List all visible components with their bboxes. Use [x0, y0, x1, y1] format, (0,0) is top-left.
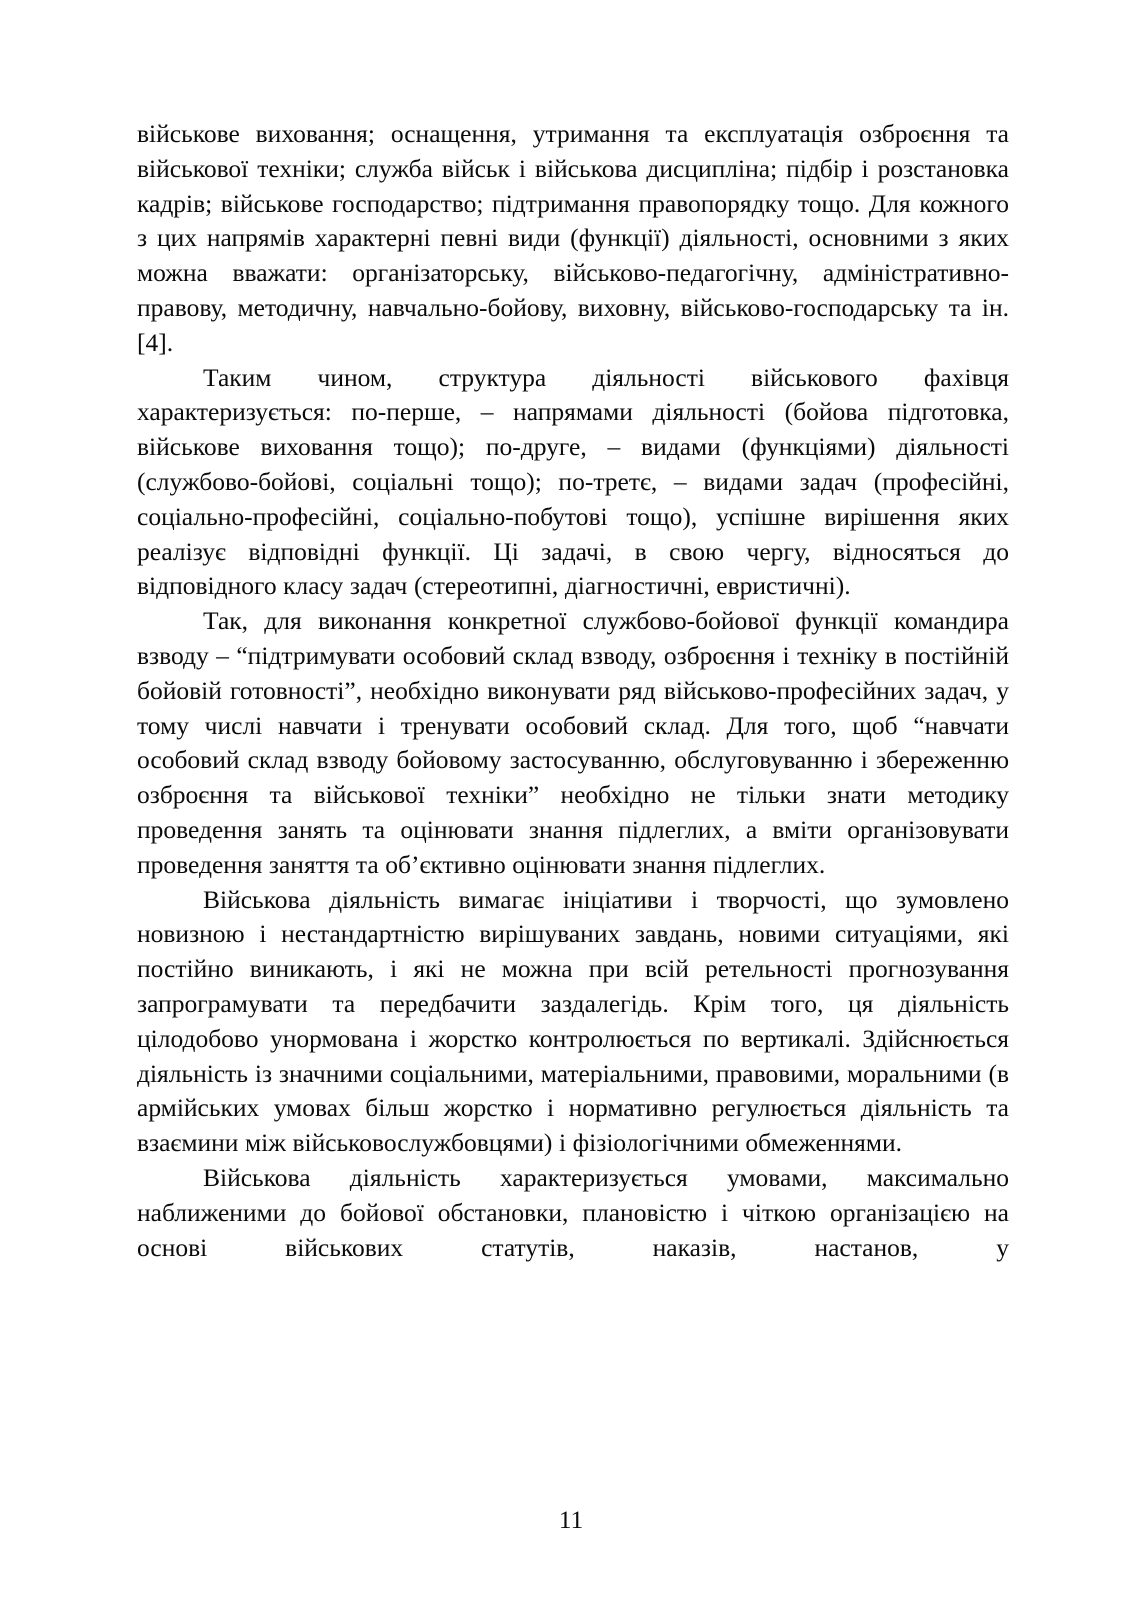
paragraph-1: військове виховання; оснащення, утримання та експлуатація озброєння та військової техніки; служба військ і військова дисципліна; підбір і розстановка кадрів; військове господарство; підтримання правопорядку тощо. Для кожного з цих напрямів характерні певні види (функції) діяльності, основними з яких можна вважати: організаторську, військово-педагогічну, адміністративно-правову, методичну, навчально-бойову, виховну, військово-господарську та ін. [4].: [137, 119, 1009, 357]
paragraph-4: Військова діяльність вимагає ініціативи і творчості, що зумовлено новизною і нестандартністю вирішуваних завдань, новими ситуаціями, які постійно виникають, і які не можна при всій ретельності прогнозування запрограмувати та передбачити заздалегідь. Крім того, ця діяльність цілодобово унормована і жорстко контролюється по вертикалі. Здійснюється діяльність із значними соціальними, матеріальними, правовими, моральними (в армійських умовах більш жорстко і нормативно регулюється діяльність та взаємини між військовослужбовцями) і фізіологічними обмеженнями.: [137, 884, 1009, 1158]
body-text-column: [137, 117, 1009, 1300]
paragraph-5: Військова діяльність характеризується умовами, максимально наближеними до бойової обстановки, плановістю і чіткою організацією на основі військових статутів, наказів, настанов, у: [137, 1162, 1009, 1262]
page-number: 11: [558, 1505, 584, 1534]
paragraph-2: Таким чином, структура діяльності військового фахівця характеризується: по-перше, – напрямами діяльності (бойова підготовка, військове виховання тощо); по-друге, – видами (функціями) діяльності (службово-бойові, соціальні тощо); по-третє, – видами задач (професійні, соціально-професійні, соціально-побутові тощо), успішне вирішення яких реалізує відповідні функції. Ці задачі, в свою чергу, відносяться до відповідного класу задач (стереотипні, діагностичні, евристичні).: [137, 362, 1009, 601]
paragraph-3: Так, для виконання конкретної службово-бойової функції командира взводу – “підтримувати особовий склад взводу, озброєння і техніку в постійній бойовій готовності”, необхідно виконувати ряд військово-професійних задач, у тому числі навчати і тренувати особовий склад. Для того, щоб “навчати особовий склад взводу бойовому застосуванню, обслуговуванню і збереженню озброєння та військової техніки” необхідно не тільки знати методику проведення занять та оцінювати знання підлеглих, а вміти організовувати проведення заняття та об’єктивно оцінювати знання підлеглих.: [137, 606, 1009, 879]
